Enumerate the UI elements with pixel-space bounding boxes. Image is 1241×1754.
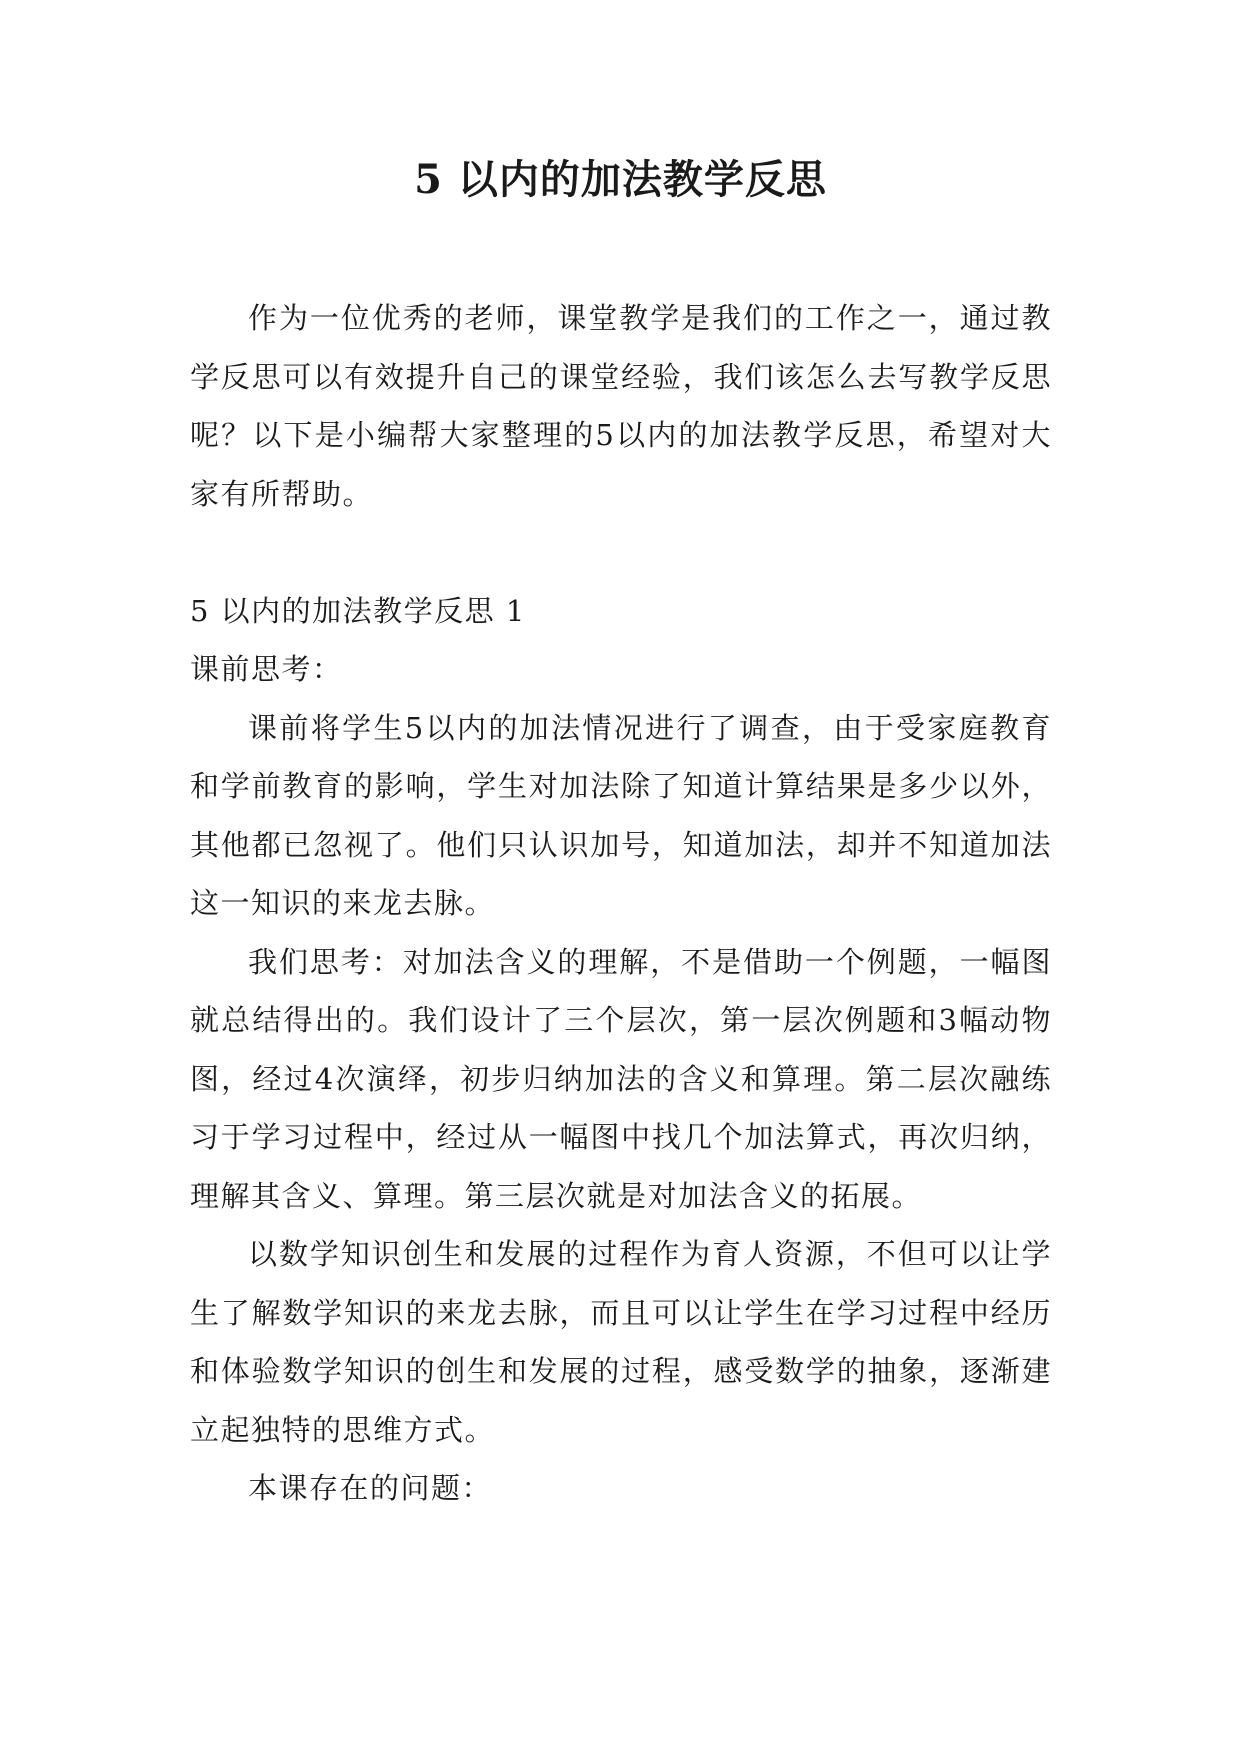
spacer xyxy=(190,523,1052,582)
intro-paragraph: 作为一位优秀的老师，课堂教学是我们的工作之一，通过教学反思可以有效提升自己的课堂经验，我们该怎么去写教学反思呢？以下是小编帮大家整理的5以内的加法教学反思，希望对大家有所帮助。 xyxy=(190,301,1052,511)
document-title: 5 以内的加法教学反思 xyxy=(414,156,827,203)
problems-label: 本课存在的问题： xyxy=(248,1471,493,1505)
paragraph-3: 以数学知识创生和发展的过程作为育人资源，不但可以让学生了解数学知识的来龙去脉，而且可以让学生在学习过程中经历和体验数学知识的创生和发展的过程，感受数学的抽象，逐渐建立起独特的思维方式。 xyxy=(190,1237,1052,1447)
section-heading: 5 以内的加法教学反思 1 xyxy=(190,593,526,628)
paragraph-2: 我们思考：对加法含义的理解，不是借助一个例题，一幅图就总结得出的。我们设计了三个层次，第一层次例题和3幅动物图，经过4次演绎，初步归纳加法的含义和算理。第二层次融练习于学习过程中，经过从一幅图中找几个加法算式，再次归纳，理解其含义、算理。第三层次就是对加法含义的拓展。 xyxy=(190,944,1052,1213)
document-body xyxy=(190,289,1052,1518)
pre-class-label: 课前思考： xyxy=(190,652,343,686)
paragraph-1: 课前将学生5以内的加法情况进行了调查，由于受家庭教育和学前教育的影响，学生对加法除了知道计算结果是多少以外，其他都已忽视了。他们只认识加号，知道加法，却并不知道加法这一知识的来龙去脉。 xyxy=(190,710,1052,920)
